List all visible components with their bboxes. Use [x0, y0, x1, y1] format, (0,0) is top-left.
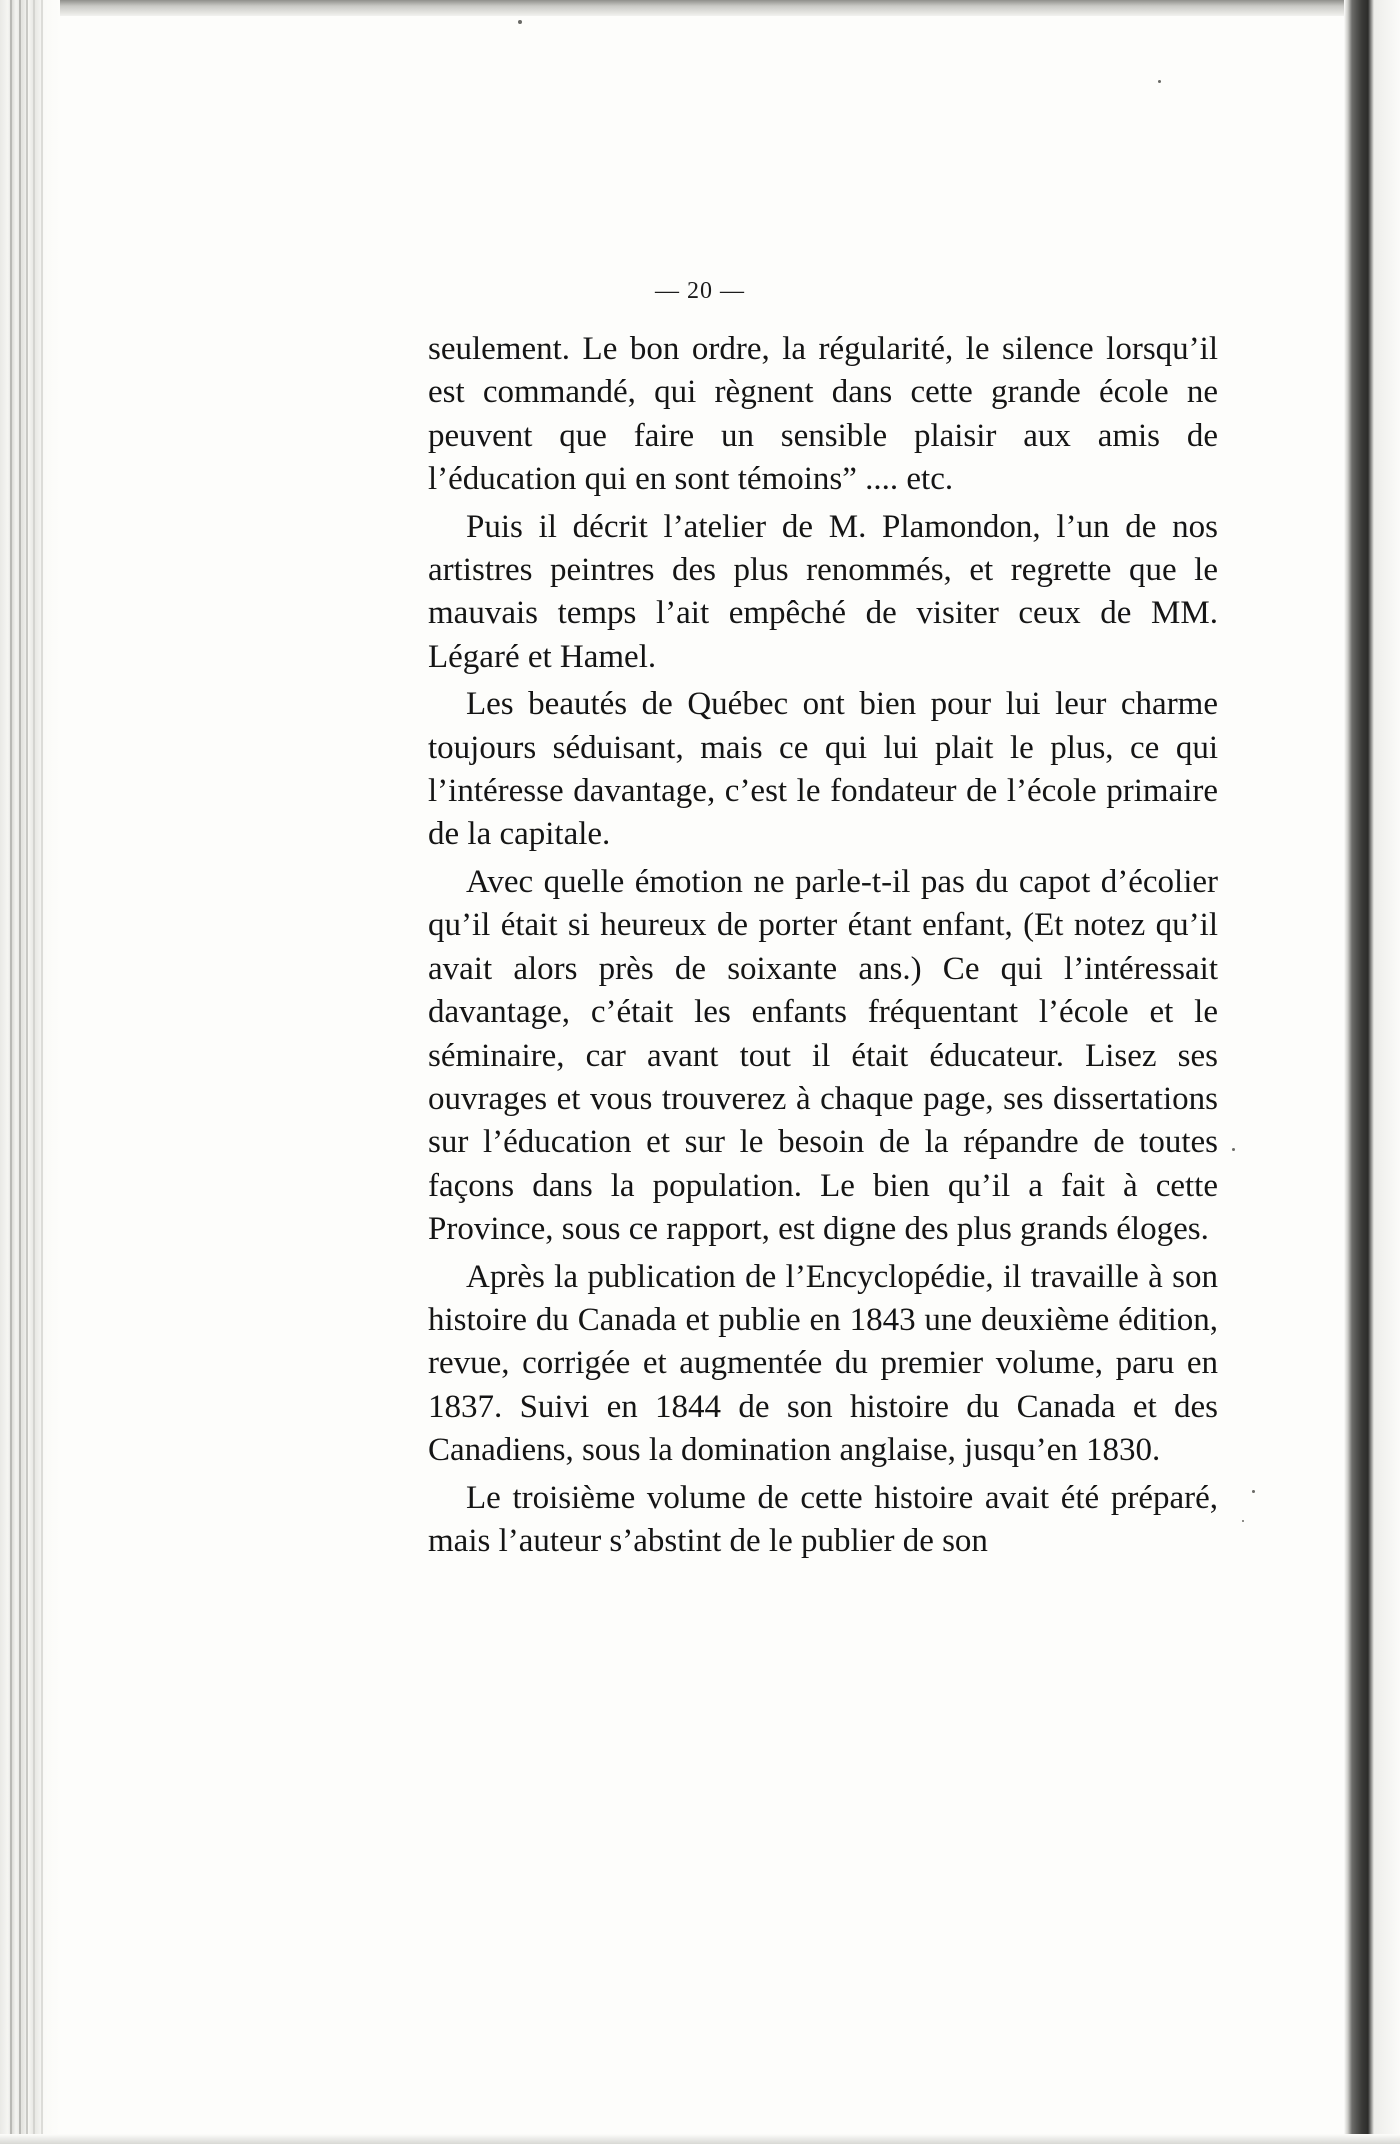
book-page-edges — [0, 0, 60, 2144]
page-top-edge — [0, 0, 1400, 16]
page-number: — 20 — — [655, 278, 745, 304]
paragraph: Avec quelle émotion ne parle-t-il pas du capot d’écolier qu’il était si heureux de porter étant enfant, (Et notez qu’il avait alors près de soixante ans.) Ce qui l’intéressait davantage, c’était les enfants fréquentant l’école et le séminaire, car avant tout il était éducateur. Lisez ses ouvrages et vous trouverez à chaque page, ses dissertations sur l’éducation et sur le besoin de la répandre de toutes façons dans la population. Le bien qu’il a fait à cette Province, sous ce rapport, est digne des plus grands éloges. — [428, 863, 1218, 1248]
paragraph: Les beautés de Québec ont bien pour lui leur charme toujours séduisant, mais ce qui lui plait le plus, ce qui l’intéresse davantage, c’est le fondateur de l’école primaire de la capitale. — [428, 686, 1218, 853]
paragraph: seulement. Le bon ordre, la régularité, le silence lorsqu’il est commandé, qui règnent dans cette grande école ne peuvent que faire un sensible plaisir aux amis de l’éducation qui en sont témoins” .... etc. — [428, 331, 1218, 498]
paragraph: Le troisième volume de cette histoire avait été préparé, mais l’auteur s’abstint de le publier de son — [428, 1479, 1218, 1559]
body-text — [428, 328, 1218, 1567]
page-bottom-edge — [0, 2134, 1400, 2144]
binding-shadow — [1344, 0, 1400, 2144]
paragraph: Après la publication de l’Encyclopédie, il travaille à son histoire du Canada et publie en 1843 une deuxième édition, revue, corrigée et augmentée du premier volume, paru en 1837. Suivi en 1844 de son histoire du Canada et des Canadiens, sous la domination anglaise, jusqu’en 1830. — [428, 1258, 1218, 1469]
paragraph: Puis il décrit l’atelier de M. Plamondon, l’un de nos artistres peintres des plus renommés, et regrette que le mauvais temps l’ait empêché de visiter ceux de MM. Légaré et Hamel. — [428, 508, 1218, 675]
